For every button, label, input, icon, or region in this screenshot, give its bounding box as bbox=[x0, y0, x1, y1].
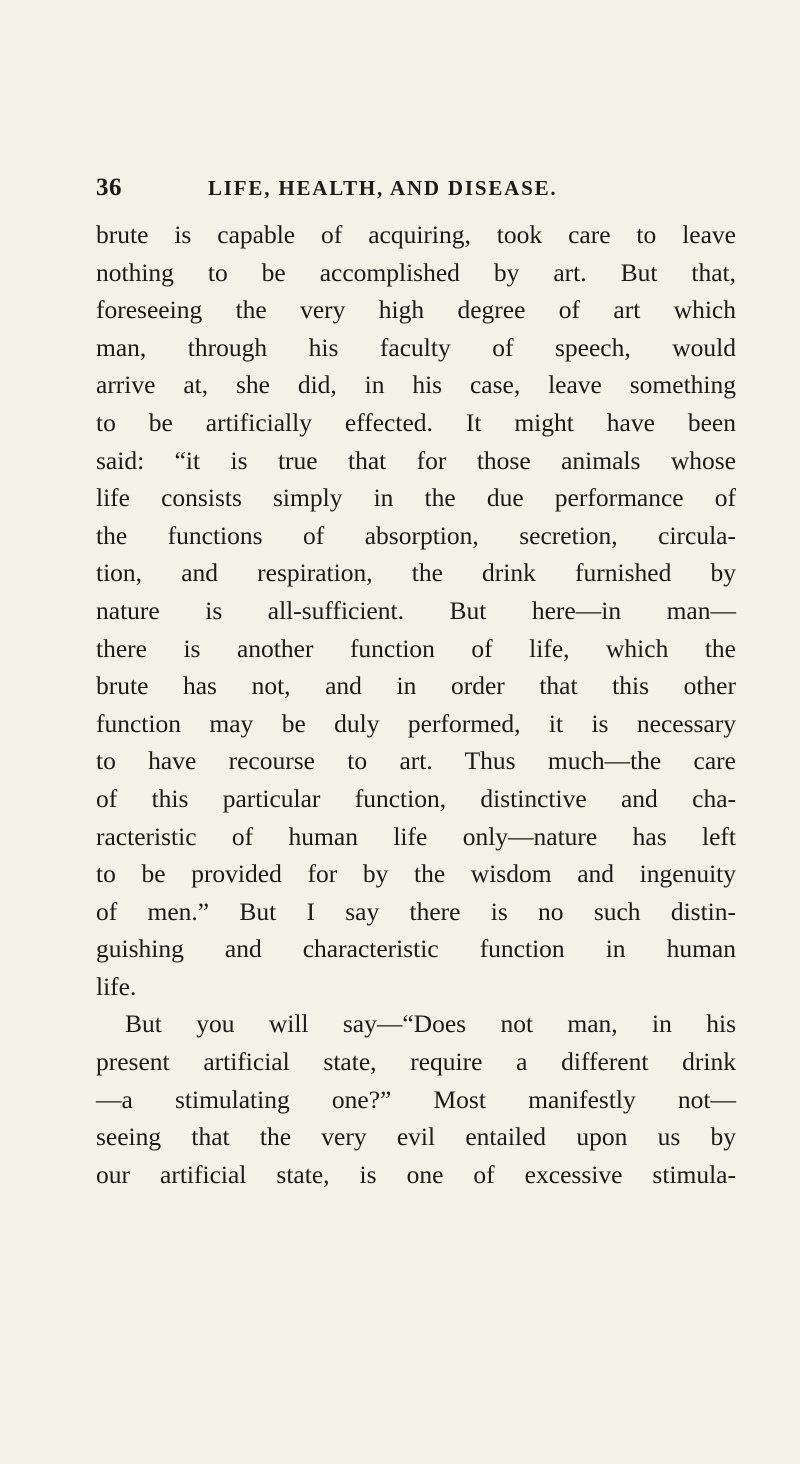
text-line: seeing that the very evil entailed upon us by bbox=[96, 1122, 736, 1152]
text-line: tion, and respiration, the drink furnished by bbox=[96, 558, 736, 588]
text-line: nature is all-sufficient. But here—in man— bbox=[96, 595, 736, 625]
text-line: guishing and characteristic function in human bbox=[96, 934, 736, 964]
text-line: arrive at, she did, in his case, leave something bbox=[96, 370, 736, 400]
text-line: life. bbox=[96, 971, 137, 1001]
text-line: function may be duly performed, it is necessary bbox=[96, 708, 736, 738]
text-line: there is another function of life, which the bbox=[96, 633, 736, 663]
text-line: to be artificially effected. It might have been bbox=[96, 407, 736, 437]
text-line: But you will say—“Does not man, in his bbox=[125, 1009, 736, 1039]
body-text bbox=[96, 216, 736, 1193]
text-line: of this particular function, distinctive and cha- bbox=[96, 783, 736, 813]
text-line: to be provided for by the wisdom and ingenuity bbox=[96, 859, 736, 889]
text-line: nothing to be accomplished by art. But that, bbox=[96, 257, 736, 287]
text-line: said: “it is true that for those animals whose bbox=[96, 445, 736, 475]
paragraph-2 bbox=[96, 1005, 736, 1193]
text-line: brute is capable of acquiring, took care to leave bbox=[96, 220, 736, 249]
text-line: —a stimulating one?” Most manifestly not— bbox=[96, 1084, 736, 1114]
paragraph-1 bbox=[96, 216, 736, 1005]
page-header bbox=[96, 174, 736, 202]
text-line: the functions of absorption, secretion, circula- bbox=[96, 520, 736, 550]
text-line: present artificial state, require a different drink bbox=[96, 1047, 736, 1077]
text-line: of men.” But I say there is no such distin- bbox=[96, 896, 736, 926]
page-number: 36 bbox=[96, 174, 122, 201]
text-line: our artificial state, is one of excessive stimula- bbox=[96, 1159, 736, 1189]
text-line: racteristic of human life only—nature has left bbox=[96, 821, 736, 851]
running-head: LIFE, HEALTH, AND DISEASE. bbox=[208, 176, 558, 200]
text-line: life consists simply in the due performance of bbox=[96, 483, 736, 513]
text-line: foreseeing the very high degree of art which bbox=[96, 295, 736, 325]
text-line: brute has not, and in order that this other bbox=[96, 671, 736, 701]
text-line: man, through his faculty of speech, would bbox=[96, 332, 736, 362]
text-line: to have recourse to art. Thus much—the care bbox=[96, 746, 736, 776]
